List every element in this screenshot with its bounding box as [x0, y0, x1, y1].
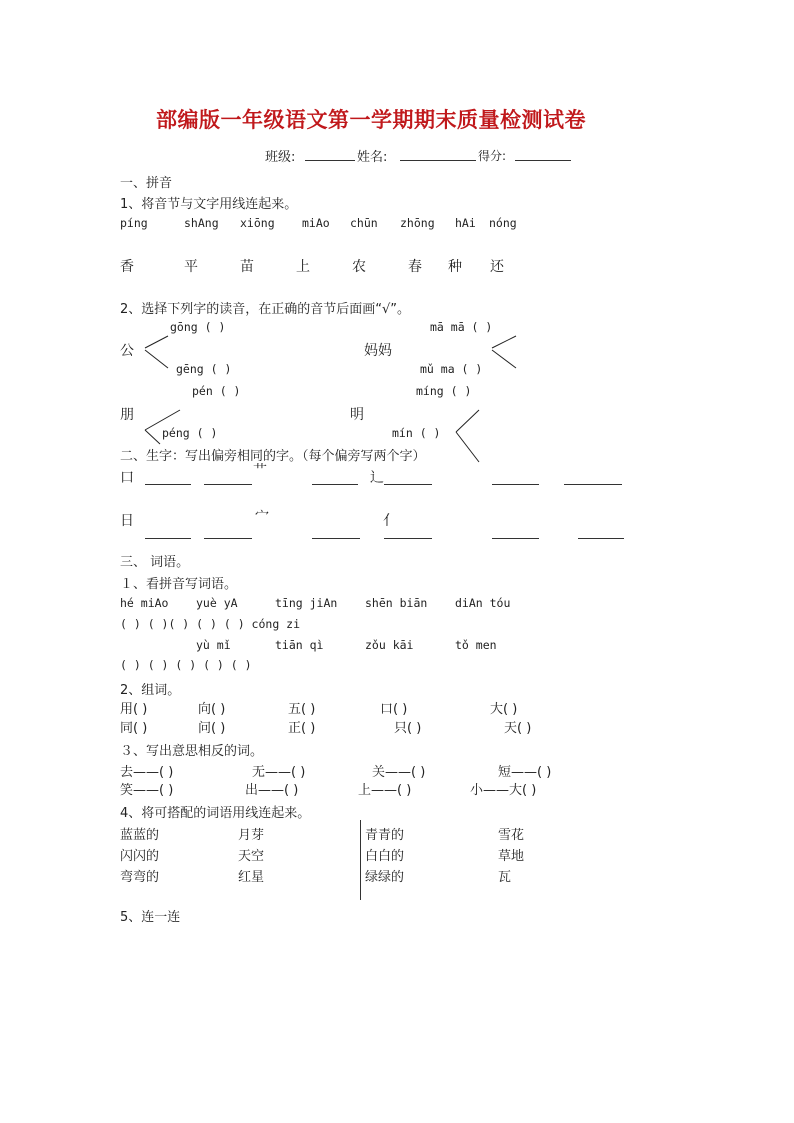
pinyin-7: hAi: [455, 216, 476, 230]
left-target-2: 天空: [238, 849, 265, 864]
char-5: 农: [352, 259, 366, 275]
name-label: 姓名:: [357, 150, 388, 165]
mama-option-1[interactable]: mā mā ( ): [430, 320, 493, 334]
blank[interactable]: [564, 484, 622, 485]
column-divider: [360, 820, 361, 900]
char-3: 苗: [240, 259, 254, 275]
pinyin-3: xiōng: [240, 216, 275, 230]
min-option[interactable]: mín ( ): [392, 426, 441, 440]
char-2: 平: [184, 259, 198, 275]
radical-person: 亻: [383, 513, 397, 529]
pinyin-word-5: diAn tóu: [455, 596, 511, 610]
radical-roof: 宀: [255, 509, 269, 525]
q3-3-text: ３、写出意思相反的词。: [120, 744, 264, 759]
char-7: 种: [448, 259, 462, 275]
section-2-heading: 二、生字：写出偏旁相同的字。（每个偏旁写两个字）: [120, 449, 426, 464]
peng-char: 朋: [120, 407, 134, 423]
blank[interactable]: [204, 484, 252, 485]
gong-char: 公: [120, 343, 134, 359]
blank[interactable]: [492, 538, 539, 539]
radical-sun: 日: [120, 513, 134, 529]
pinyin-word-2: yuè yA: [196, 596, 238, 610]
gong-option-1[interactable]: gōng ( ): [170, 320, 226, 334]
blank[interactable]: [312, 538, 360, 539]
ming-option[interactable]: míng ( ): [416, 384, 472, 398]
right-target-3: 瓦: [498, 870, 512, 885]
right-word-1: 青青的: [365, 828, 405, 843]
answer-row-1[interactable]: ( ) ( )( ) ( ) ( ) cóng zi: [120, 617, 301, 631]
left-target-3: 红星: [238, 870, 265, 885]
word-group-4[interactable]: 口( ): [380, 702, 408, 717]
pinyin-4: miAo: [302, 216, 330, 230]
radical-walk: 辶: [370, 470, 384, 486]
peng-option[interactable]: péng ( ): [162, 426, 218, 440]
right-target-2: 草地: [498, 849, 525, 864]
pen-option[interactable]: pén ( ): [192, 384, 241, 398]
q3-5-text: 5、连一连: [120, 910, 181, 925]
antonym-1[interactable]: 去——( ): [120, 765, 174, 780]
pinyin-5: chūn: [350, 216, 378, 230]
antonym-4[interactable]: 短——( ): [498, 765, 552, 780]
q3-4-text: 4、将可搭配的词语用线连起来。: [120, 806, 311, 821]
pinyin-word-3: tīng jiAn: [275, 596, 338, 610]
word-group-6[interactable]: 同( ): [120, 721, 148, 736]
right-word-3: 绿绿的: [365, 870, 405, 885]
radical-mouth: 口: [120, 470, 134, 486]
pinyin-word-9: tǒ men: [455, 638, 497, 652]
pinyin-word-4: shēn biān: [365, 596, 428, 610]
blank[interactable]: [145, 484, 191, 485]
antonym-3[interactable]: 关——( ): [372, 765, 426, 780]
q3-1-text: １、看拼音写词语。: [120, 577, 238, 592]
right-word-2: 白白的: [365, 849, 405, 864]
pinyin-word-1: hé miAo: [120, 596, 169, 610]
left-target-1: 月芽: [238, 828, 265, 843]
antonym-7[interactable]: 上——( ): [358, 783, 412, 798]
blank[interactable]: [578, 538, 624, 539]
radical-grass: 艹: [253, 463, 267, 479]
q1-2-text: 2、选择下列字的读音，在正确的音节后面画“√”。: [120, 302, 411, 317]
mama-char: 妈妈: [364, 343, 392, 359]
pinyin-2: shAng: [184, 216, 219, 230]
blank[interactable]: [384, 484, 432, 485]
antonym-2[interactable]: 无——( ): [252, 765, 306, 780]
pinyin-word-7: tiān qì: [275, 638, 324, 652]
word-group-7[interactable]: 问( ): [198, 721, 226, 736]
section-3-heading: 三、 词语。: [120, 555, 190, 570]
word-group-9[interactable]: 只( ): [394, 721, 422, 736]
pinyin-word-6: yù mǐ: [196, 638, 231, 652]
section-1-heading: 一、拼音: [120, 176, 173, 191]
word-group-1[interactable]: 用( ): [120, 702, 148, 717]
blank[interactable]: [384, 538, 432, 539]
word-group-8[interactable]: 正( ): [288, 721, 316, 736]
page-title: 部编版一年级语文第一学期期末质量检测试卷: [156, 107, 586, 132]
word-group-2[interactable]: 向( ): [198, 702, 226, 717]
antonym-6[interactable]: 出——( ): [245, 783, 299, 798]
left-word-1: 蓝蓝的: [120, 828, 160, 843]
pinyin-8: nóng: [489, 216, 517, 230]
pinyin-word-8: zǒu kāi: [365, 638, 414, 652]
q1-1-text: 1、将音节与文字用线连起来。: [120, 197, 298, 212]
left-word-2: 闪闪的: [120, 849, 160, 864]
char-1: 香: [120, 259, 134, 275]
char-6: 春: [408, 259, 422, 275]
word-group-10[interactable]: 天( ): [504, 721, 532, 736]
char-8: 还: [490, 259, 504, 275]
right-target-1: 雪花: [498, 828, 525, 843]
mama-option-2[interactable]: mǔ ma ( ): [420, 362, 483, 376]
word-group-5[interactable]: 大( ): [490, 702, 518, 717]
class-label: 班级:: [265, 150, 296, 165]
blank[interactable]: [204, 538, 252, 539]
pinyin-1: píng: [120, 216, 148, 230]
blank[interactable]: [312, 484, 358, 485]
answer-row-2[interactable]: ( ) ( ) ( ) ( ) ( ): [120, 658, 252, 672]
left-word-3: 弯弯的: [120, 870, 160, 885]
ming-char: 明: [350, 407, 364, 423]
gong-option-2[interactable]: gēng ( ): [176, 362, 232, 376]
pinyin-6: zhōng: [400, 216, 435, 230]
q3-2-text: 2、组词。: [120, 683, 181, 698]
antonym-5[interactable]: 笑——( ): [120, 783, 174, 798]
word-group-3[interactable]: 五( ): [288, 702, 316, 717]
antonym-8[interactable]: 小——大( ): [470, 783, 537, 798]
blank[interactable]: [492, 484, 539, 485]
char-4: 上: [296, 259, 310, 275]
score-label: 得分:: [478, 149, 507, 163]
blank[interactable]: [145, 538, 191, 539]
